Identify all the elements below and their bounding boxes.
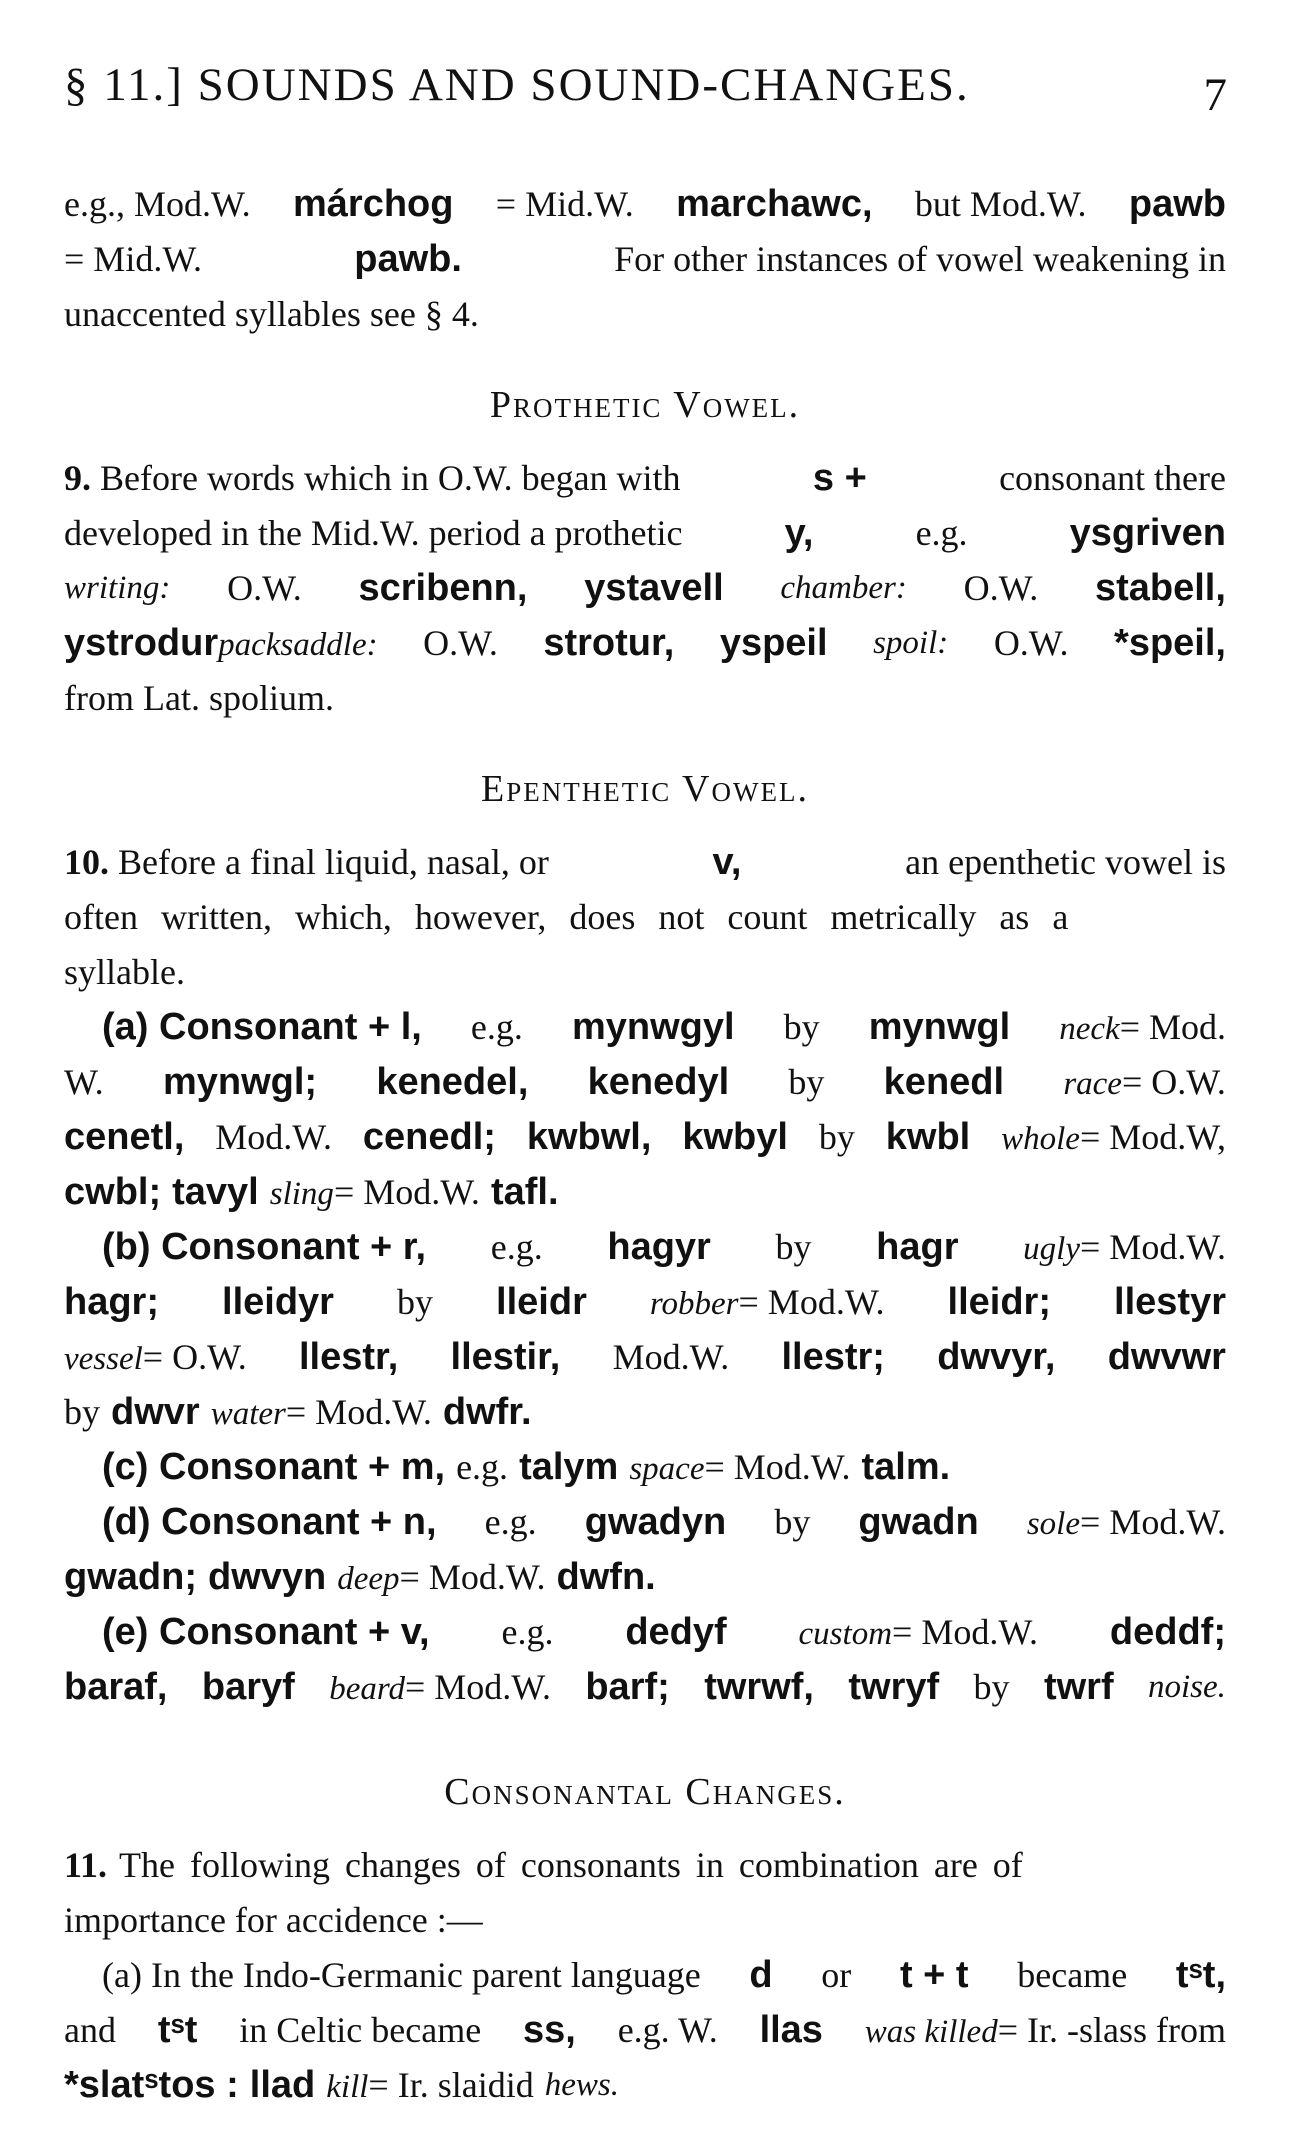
welsh-word: *slatˢtos : [64, 2064, 239, 2106]
text-span [329, 1660, 551, 1715]
gloss: water [210, 1396, 286, 1432]
subsection-label: (e) Consonant + v, [102, 1611, 430, 1653]
welsh-word: llas [759, 2009, 823, 2051]
gloss: chamber: [780, 570, 907, 606]
section-number: 9. [64, 458, 91, 498]
text-span: or [821, 1955, 852, 1995]
welsh-word: gwadyn [584, 1501, 727, 1543]
text-line [64, 2003, 1226, 2058]
welsh-word: twrwf, [704, 1666, 814, 1708]
gloss: hews. [544, 2067, 619, 2103]
text-span: = Ir. slaidid [368, 2065, 534, 2105]
section-number: 10. [64, 842, 109, 882]
text-line [64, 835, 1226, 890]
gloss: writing: [64, 570, 171, 606]
text-span [64, 1330, 247, 1385]
text-span: by [774, 1502, 811, 1542]
gloss: whole [1001, 1121, 1080, 1157]
text-line-e [64, 1605, 1226, 1660]
gloss: deep [337, 1561, 400, 1597]
welsh-word: stabell, [1094, 567, 1226, 609]
text-span: consonant there [999, 458, 1226, 498]
text-span: = Mod.W. [285, 1392, 432, 1432]
text-span: = O.W. [142, 1337, 247, 1377]
text-span [1059, 1000, 1226, 1055]
text-span [211, 1385, 432, 1440]
text-line [64, 232, 1226, 287]
welsh-word: cwbl; [64, 1171, 162, 1213]
text-line [64, 1550, 1226, 1605]
gloss: race [1063, 1066, 1122, 1102]
text-span: but Mod.W. [914, 184, 1087, 224]
gloss: noise. [1147, 1669, 1226, 1705]
text-span [1027, 1495, 1226, 1550]
welsh-word: d [749, 1954, 773, 1996]
text-span: e.g. [501, 1612, 554, 1652]
text-span: e.g. [484, 1502, 537, 1542]
text-line [64, 1660, 1226, 1715]
gloss: custom [798, 1616, 893, 1652]
text-line [64, 177, 1226, 232]
text-line-a [64, 1000, 1226, 1055]
text-span: O.W. [227, 568, 302, 608]
text-span [326, 2058, 533, 2113]
gloss: space [629, 1451, 705, 1487]
text-span: = Mod.W. [892, 1612, 1039, 1652]
welsh-word: llestr, [299, 1336, 399, 1378]
text-line [64, 451, 1226, 506]
welsh-word: twrf [1043, 1666, 1114, 1708]
text-line [64, 1275, 1226, 1330]
text-line [64, 1893, 1226, 1948]
text-span [270, 1165, 480, 1220]
welsh-word: tavyl [172, 1171, 259, 1213]
text-line [64, 1330, 1226, 1385]
subsection-label: (a) Consonant + l, [102, 1006, 422, 1048]
welsh-word: s + [812, 457, 867, 499]
gloss: was killed [864, 2014, 998, 2050]
text-span [1023, 1220, 1226, 1275]
text-span: = Mod.W. [1080, 1502, 1226, 1542]
welsh-word: deddf; [1109, 1611, 1226, 1653]
text-span: e.g. [915, 513, 968, 553]
gloss: neck [1059, 1011, 1120, 1047]
text-span: Mod.W. [612, 1337, 730, 1377]
welsh-word: dwfr. [442, 1391, 532, 1433]
text-span: For other instances of vowel weakening in [614, 239, 1226, 279]
text-span: e.g. [490, 1227, 543, 1267]
text-span: e.g. W. [617, 2010, 718, 2050]
welsh-word: yspeil [719, 622, 828, 664]
welsh-word: llestir, [450, 1336, 561, 1378]
text-span: Before words which in O.W. began with [100, 458, 681, 498]
text-span: by [783, 1007, 820, 1047]
welsh-word: barf; [585, 1666, 670, 1708]
text-span: syllable. [64, 952, 185, 992]
welsh-word: kenedl [883, 1061, 1005, 1103]
text-line [64, 671, 1226, 726]
text-span: by [788, 1062, 825, 1102]
welsh-word: twryf [848, 1666, 940, 1708]
welsh-word: v, [712, 841, 742, 883]
text-span [650, 1275, 885, 1330]
text-span: by [775, 1227, 812, 1267]
text-span: = Ir. -slass from [997, 2010, 1226, 2050]
text-span: e.g. [456, 1447, 509, 1487]
welsh-word: cenetl, [64, 1116, 185, 1158]
text-span: by [64, 1392, 100, 1432]
text-span: = Mod.W. [1080, 1227, 1226, 1267]
gloss: sole [1026, 1506, 1080, 1542]
subsection-label: (b) Consonant + r, [102, 1226, 427, 1268]
welsh-word: mynwgl; [162, 1061, 318, 1103]
welsh-word: kenedyl [587, 1061, 730, 1103]
welsh-word: kwbwl, [526, 1116, 652, 1158]
text-span: an epenthetic vowel is [905, 842, 1226, 882]
text-span: Before a final liquid, nasal, or [118, 842, 549, 882]
text-line [64, 506, 1226, 561]
text-span: = Mid.W. [495, 184, 634, 224]
text-line-c [64, 1440, 1226, 1495]
welsh-word: dwvyr, [937, 1336, 1056, 1378]
text-span: = Mod.W. [738, 1282, 885, 1322]
text-span: by [818, 1117, 855, 1157]
text-span: W. [64, 1062, 104, 1102]
welsh-word: *speil, [1114, 622, 1226, 664]
text-line-b [64, 1220, 1226, 1275]
text-span: e.g. [470, 1007, 523, 1047]
gloss: kill [326, 2069, 369, 2105]
subsection-label: (c) Consonant + m, [102, 1446, 446, 1488]
welsh-word: kenedel, [376, 1061, 529, 1103]
text-span [64, 835, 549, 890]
text-line [64, 1055, 1226, 1110]
text-line [64, 2058, 1226, 2113]
text-span: by [397, 1282, 434, 1322]
text-span: Mod.W. [215, 1117, 332, 1157]
welsh-word: ystavell [584, 567, 724, 609]
welsh-word: márchog [292, 183, 454, 225]
welsh-word: baryf [201, 1666, 295, 1708]
text-span: = Mod.W. [333, 1172, 480, 1212]
text-span: developed in the Mid.W. period a prothetic [64, 513, 683, 553]
text-span: = Mod.W. [404, 1667, 551, 1707]
welsh-word: talym [519, 1446, 619, 1488]
text-span: in Celtic became [239, 2010, 482, 2050]
welsh-word: llestyr [1114, 1281, 1226, 1323]
welsh-word: dwvwr [1107, 1336, 1226, 1378]
section-number: 11. [64, 1845, 108, 1885]
page-body [64, 177, 1226, 2113]
text-span: became [1017, 1955, 1128, 1995]
gloss: robber [649, 1286, 739, 1322]
welsh-word: ystrodur [64, 622, 219, 664]
text-span [64, 616, 378, 671]
running-header [64, 58, 1229, 122]
welsh-word: gwadn [858, 1501, 979, 1543]
text-span: = Mod.W. [704, 1447, 851, 1487]
welsh-word: hagyr [607, 1226, 711, 1268]
text-line [64, 945, 1226, 1000]
welsh-word: y, [784, 512, 814, 554]
welsh-word: baraf, [64, 1666, 168, 1708]
welsh-word: mynwgyl [571, 1006, 735, 1048]
welsh-word: kwbl [885, 1116, 971, 1158]
gloss: sling [269, 1176, 334, 1212]
text-span: importance for accidence :— [64, 1900, 483, 1940]
welsh-word: lleidr; [947, 1281, 1051, 1323]
gloss: spoil: [873, 625, 949, 661]
welsh-word: t + t [899, 1954, 969, 1996]
text-span [64, 451, 681, 506]
welsh-word: hagr [876, 1226, 959, 1268]
gloss: vessel [64, 1341, 143, 1377]
heading-prothetic-vowel: Prothetic Vowel. [489, 384, 801, 426]
section-header: § 11.] SOUNDS AND SOUND-CHANGES. [64, 59, 970, 111]
welsh-word: gwadn; [64, 1556, 197, 1598]
text-span: often written, which, however, does not count metrically as a [64, 897, 1069, 937]
welsh-word: hagr; [64, 1281, 159, 1323]
text-line [64, 1948, 1226, 2003]
text-span: O.W. [963, 568, 1039, 608]
text-span: = Mod.W. [399, 1557, 546, 1597]
welsh-word: mynwgl [868, 1006, 1011, 1048]
text-span: The following changes of consonants in combination are of [119, 1845, 1023, 1885]
text-span [337, 1550, 545, 1605]
welsh-word: dedyf [625, 1611, 727, 1653]
page-number: 7 [1203, 69, 1229, 121]
welsh-word: tafl. [490, 1171, 559, 1213]
welsh-word: pawb [1128, 183, 1226, 225]
welsh-word: dwvr [111, 1391, 200, 1433]
welsh-word: talm. [861, 1446, 951, 1488]
welsh-word: tˢt [157, 2009, 198, 2051]
gloss: packsaddle: [218, 627, 378, 663]
text-span: (a) In the Indo-Germanic parent language [102, 1955, 701, 1995]
text-span [799, 1605, 1039, 1660]
welsh-word: ss, [523, 2009, 576, 2051]
text-span: by [973, 1667, 1010, 1707]
welsh-word: strotur, [543, 622, 675, 664]
text-line [64, 616, 1226, 671]
welsh-word: llestr; [781, 1336, 885, 1378]
text-span [629, 1440, 850, 1495]
heading-epenthetic-vowel: Epenthetic Vowel. [481, 768, 809, 810]
text-span: from Lat. spolium. [64, 678, 334, 718]
text-line [64, 890, 1226, 945]
text-line [64, 287, 1226, 342]
text-span: = Mid.W. [64, 239, 202, 279]
welsh-word: scribenn, [358, 567, 528, 609]
gloss: beard [329, 1671, 405, 1707]
welsh-word: tˢt, [1175, 1954, 1226, 1996]
welsh-word: dwfn. [556, 1556, 656, 1598]
subsection-label: (d) Consonant + n, [102, 1501, 437, 1543]
text-span: = Mod.W, [1079, 1117, 1226, 1157]
text-span: e.g., Mod.W. [64, 184, 251, 224]
text-line [64, 1385, 1226, 1440]
text-line [64, 1165, 1226, 1220]
welsh-word: kwbyl [682, 1116, 788, 1158]
text-span [1063, 1055, 1226, 1110]
text-line [64, 1838, 1226, 1893]
welsh-word: pawb. [354, 238, 462, 280]
text-span: = Mod. [1119, 1007, 1226, 1047]
welsh-word: cenedl; [362, 1116, 496, 1158]
welsh-word: llad [249, 2064, 316, 2106]
text-span: O.W. [993, 623, 1069, 663]
text-line [64, 1110, 1226, 1165]
gloss: ugly [1023, 1231, 1080, 1267]
text-span [865, 2003, 1226, 2058]
text-span: unaccented syllables see § 4. [64, 294, 479, 334]
text-span: O.W. [423, 623, 498, 663]
welsh-word: ysgriven [1069, 512, 1226, 554]
heading-consonantal-changes: Consonantal Changes. [444, 1771, 846, 1813]
welsh-word: lleidyr [222, 1281, 334, 1323]
text-span: = O.W. [1121, 1062, 1226, 1102]
welsh-word: dwvyn [207, 1556, 327, 1598]
text-span [1001, 1110, 1226, 1165]
text-line-d [64, 1495, 1226, 1550]
welsh-word: lleidr [496, 1281, 587, 1323]
text-line [64, 561, 1226, 616]
welsh-word: marchawc, [676, 183, 873, 225]
text-span: and [64, 2010, 116, 2050]
